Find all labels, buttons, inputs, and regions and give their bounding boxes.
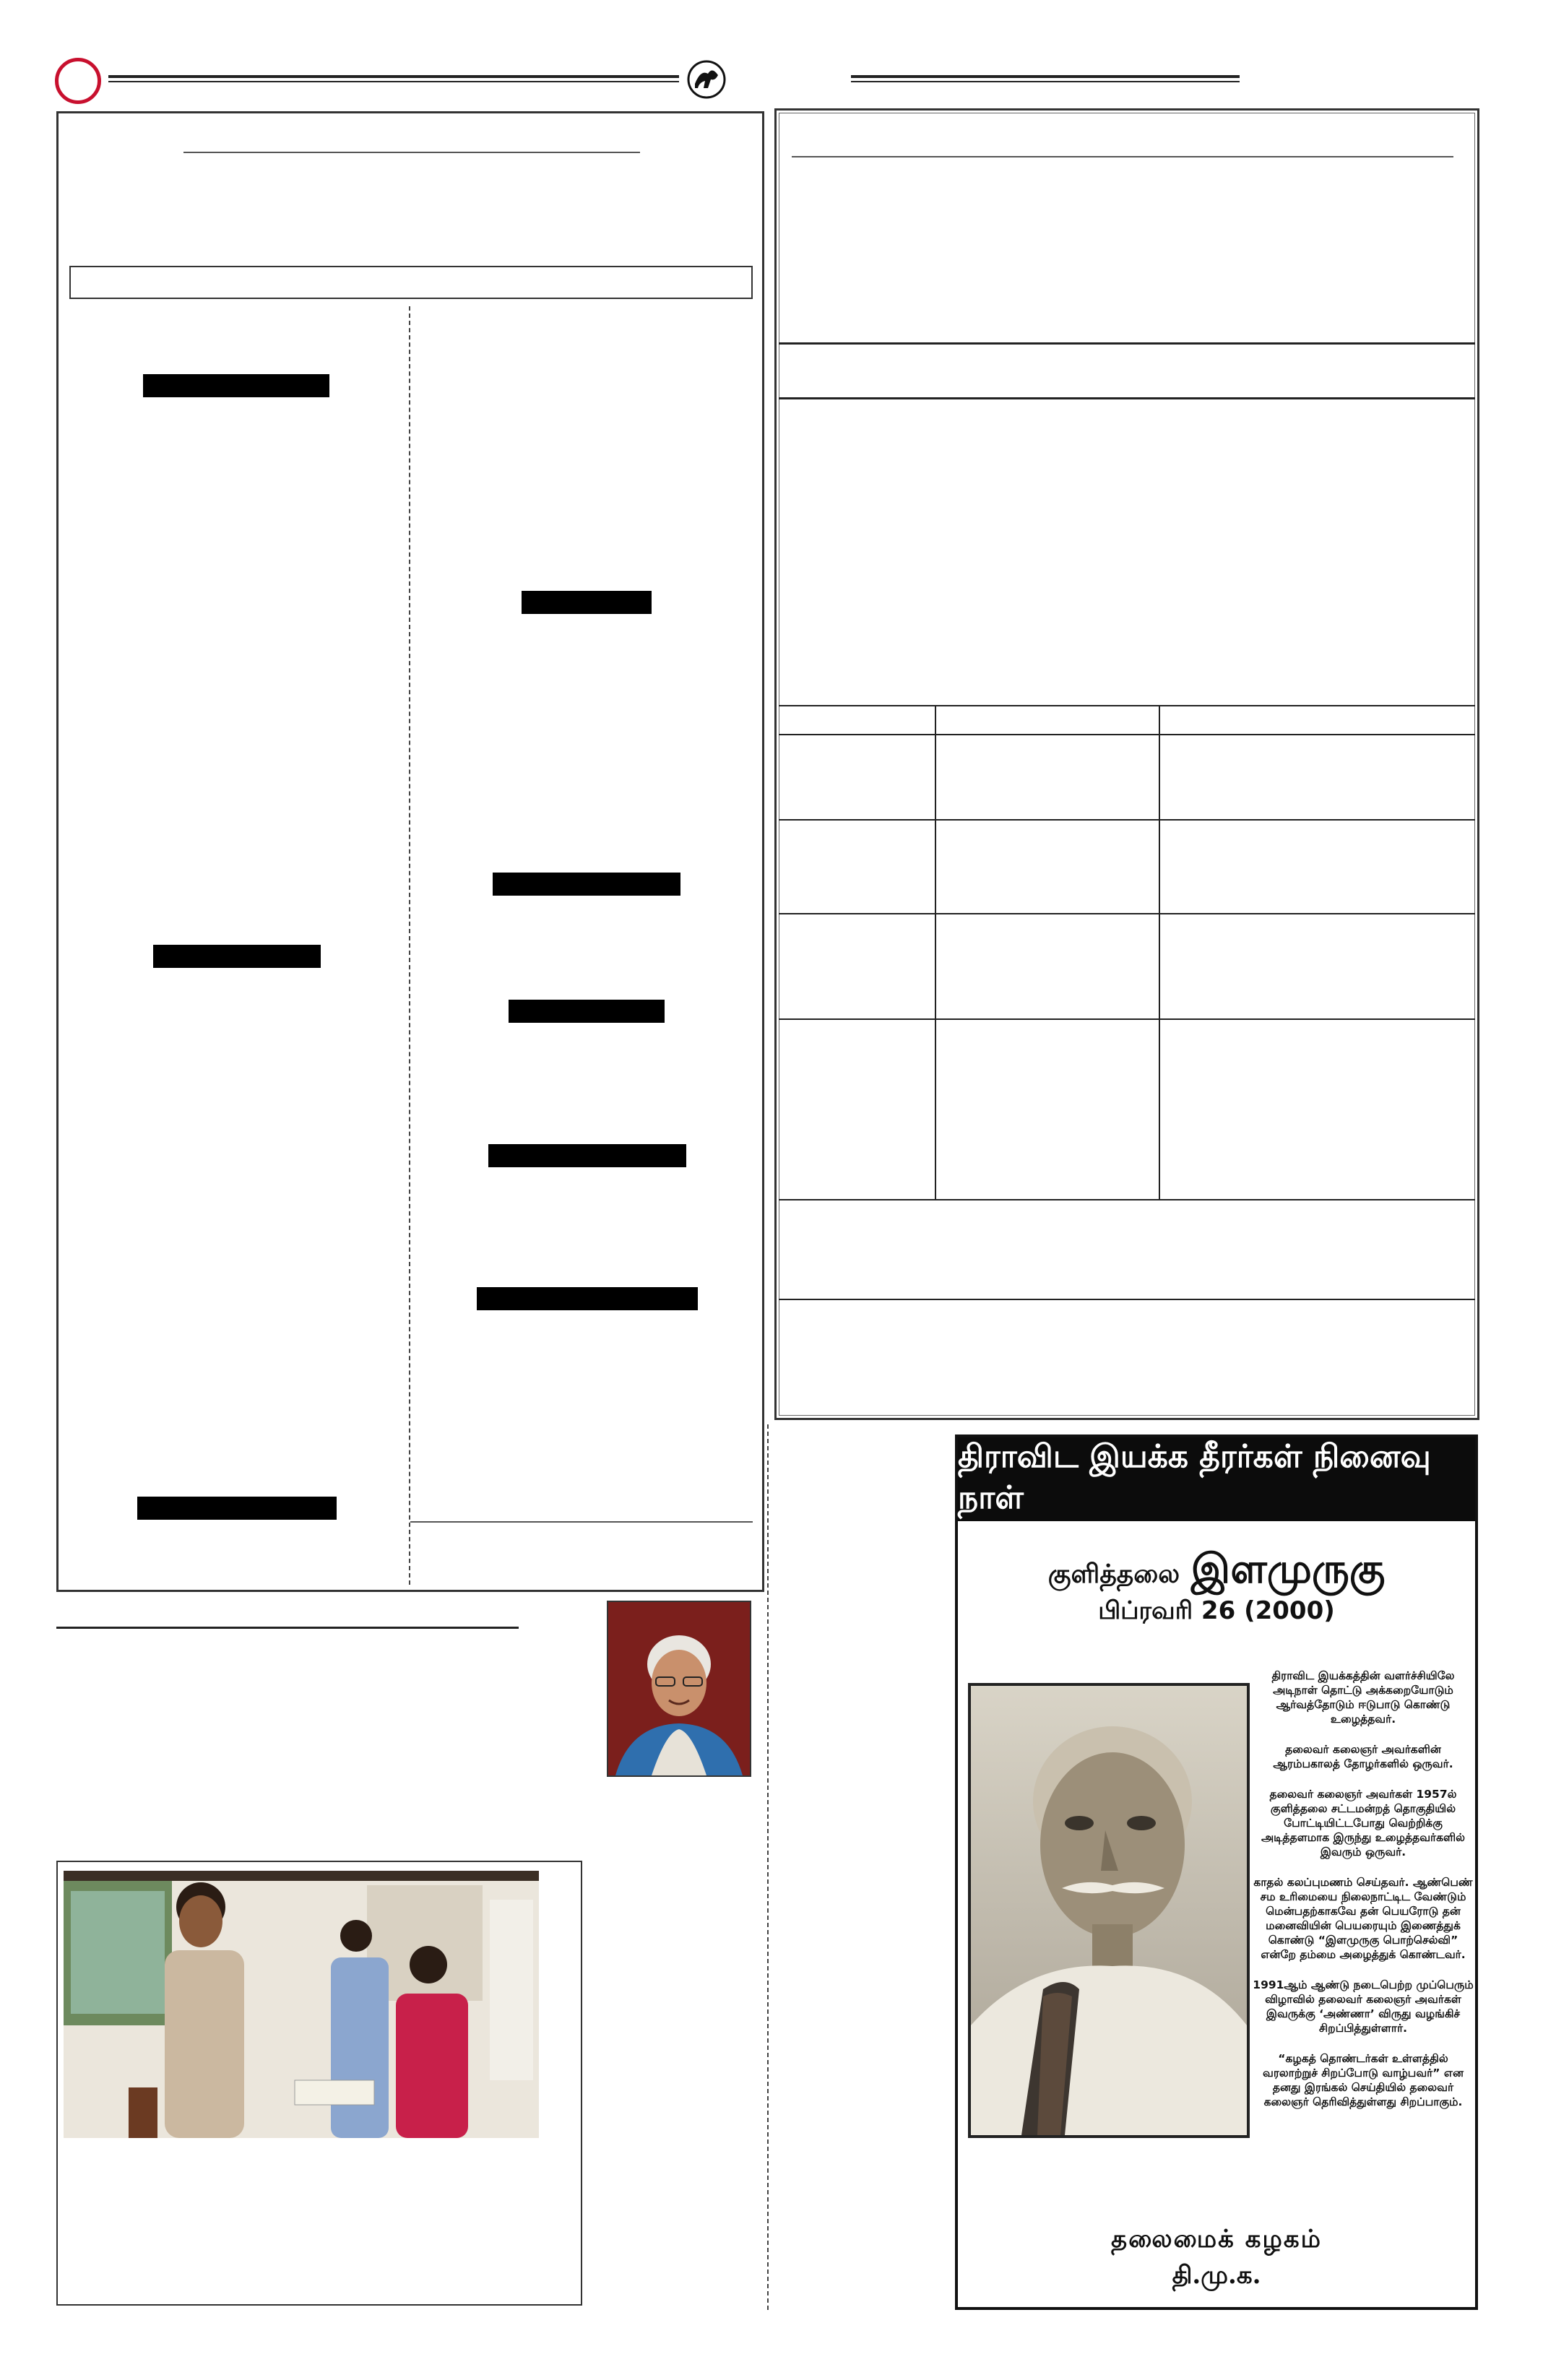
ad-heading: திராவிட இயக்க தீரர்கள் நினைவு நாள் (958, 1437, 1475, 1521)
ad-name-prefix: குளித்தலை (1047, 1559, 1180, 1589)
ad-footer-headquarters: தலைமைக் கழகம் (1111, 2225, 1322, 2254)
header-rule-right (851, 75, 1240, 78)
ad-biography (1253, 1669, 1474, 2125)
obituary-title-rule (56, 1627, 519, 1629)
table-rule (779, 705, 1475, 706)
table-rule (779, 734, 1475, 735)
ad-paragraph: “கழகத் தொண்டர்கள் உள்ளத்தில் வரலாற்றுச் சிறப்போடு வாழ்பவர்” என தனது இரங்கல் செய்தியில் தலைவர் கலைஞர் தெரிவித்துள்ளது சிறப்பாகும். (1263, 2052, 1464, 2108)
left-col-subheading-bar (153, 945, 321, 968)
ad-name-line (958, 1546, 1475, 1598)
left-col-subheading-bar (143, 374, 329, 397)
ad-name: இளமுருகு (1190, 1546, 1386, 1593)
ad-paragraph: 1991ஆம் ஆண்டு நடைபெற்ற முப்பெரும் விழாவில் தலைவர் கலைஞர் அவர்கள் இவருக்கு ‘அண்ணா’ விருது வழங்கிச் சிறப்பித்துள்ளார். (1253, 1978, 1474, 2035)
ad-date: பிப்ரவரி 26 (2000) (1098, 1596, 1335, 1625)
left-article-title-rule (183, 152, 640, 153)
ad-paragraph: காதல் கலப்புமணம் செய்தவர். ஆண்பெண் சம உரிமையை நிலைநாட்டிட வேண்டும் மென்பதற்காகவே தன் பெயரோடு தன் மனைவியின் பெயரையும் இணைத்துக் கொண்டு “இளமுருகு பொற்செல்வி” என்றே தம்மை அழைத்துக் கொண்டவர். (1253, 1876, 1473, 1961)
table-rule (779, 1299, 1475, 1300)
news-photo-box (56, 1861, 582, 2306)
header-rule-right-thin (851, 81, 1240, 82)
table-rule (779, 913, 1475, 914)
right-col-subheading-bar (493, 873, 680, 896)
right-article-inner-frame (779, 113, 1475, 1416)
right-article-rule (779, 397, 1475, 399)
right-col-subheading-bar (509, 1000, 665, 1023)
left-col-subheading-bar (137, 1497, 337, 1520)
table-col-rule (935, 705, 936, 1200)
ad-portrait-photo (968, 1683, 1250, 2138)
right-col-subheading-bar (488, 1144, 686, 1167)
ad-paragraph: தலைவர் கலைஞர் அவர்களின் ஆரம்பகாலத் தோழர்களில் ஒருவர். (1273, 1743, 1453, 1770)
right-article-title-rule (792, 156, 1453, 157)
tribute-advertisement (955, 1435, 1478, 2310)
table-rule (779, 1018, 1475, 1020)
ad-paragraph: திராவிட இயக்கத்தின் வளர்ச்சியிலே அடிநாள் தொட்டு அக்கறையோடும் ஆர்வத்தோடும் ஈடுபாடு கொண்டு உழைத்தவர். (1271, 1669, 1455, 1726)
left-article-subhead-box (69, 266, 753, 299)
right-col-subheading-bar (477, 1287, 698, 1310)
cheque-handover-photo (64, 1871, 539, 2138)
right-col-subheading-bar (522, 591, 652, 614)
rising-sun-emblem-icon (686, 59, 727, 100)
header-rule-left-thin (108, 81, 679, 82)
man-portrait-drawing (971, 1686, 1247, 2135)
ad-paragraph: தலைவர் கலைஞர் அவர்கள் 1957ல் குளித்தலை சட்டமன்றத் தொகுதியில் போட்டியிட்டபோது வெற்றிக்கு அடித்தளமாக இருந்து உழைத்தவர்களில் இவரும் ஒருவர். (1261, 1788, 1466, 1858)
header-rule-left (108, 75, 679, 78)
table-rule (779, 819, 1475, 821)
left-article-box (56, 111, 764, 1592)
woman-portrait-drawing (608, 1602, 750, 1775)
party-logo-circle-icon (55, 58, 101, 104)
table-rule (779, 1199, 1475, 1200)
ad-footer-party: தி.மு.க. (1172, 2261, 1261, 2290)
right-article-rule (779, 342, 1475, 345)
left-article-column-divider (409, 306, 410, 1585)
woman-portrait-image (607, 1601, 751, 1777)
cheque-handover-drawing (64, 1871, 539, 2138)
table-col-rule (1159, 705, 1160, 1200)
right-col-end-rule (410, 1521, 753, 1523)
column-separator (767, 1424, 769, 2310)
